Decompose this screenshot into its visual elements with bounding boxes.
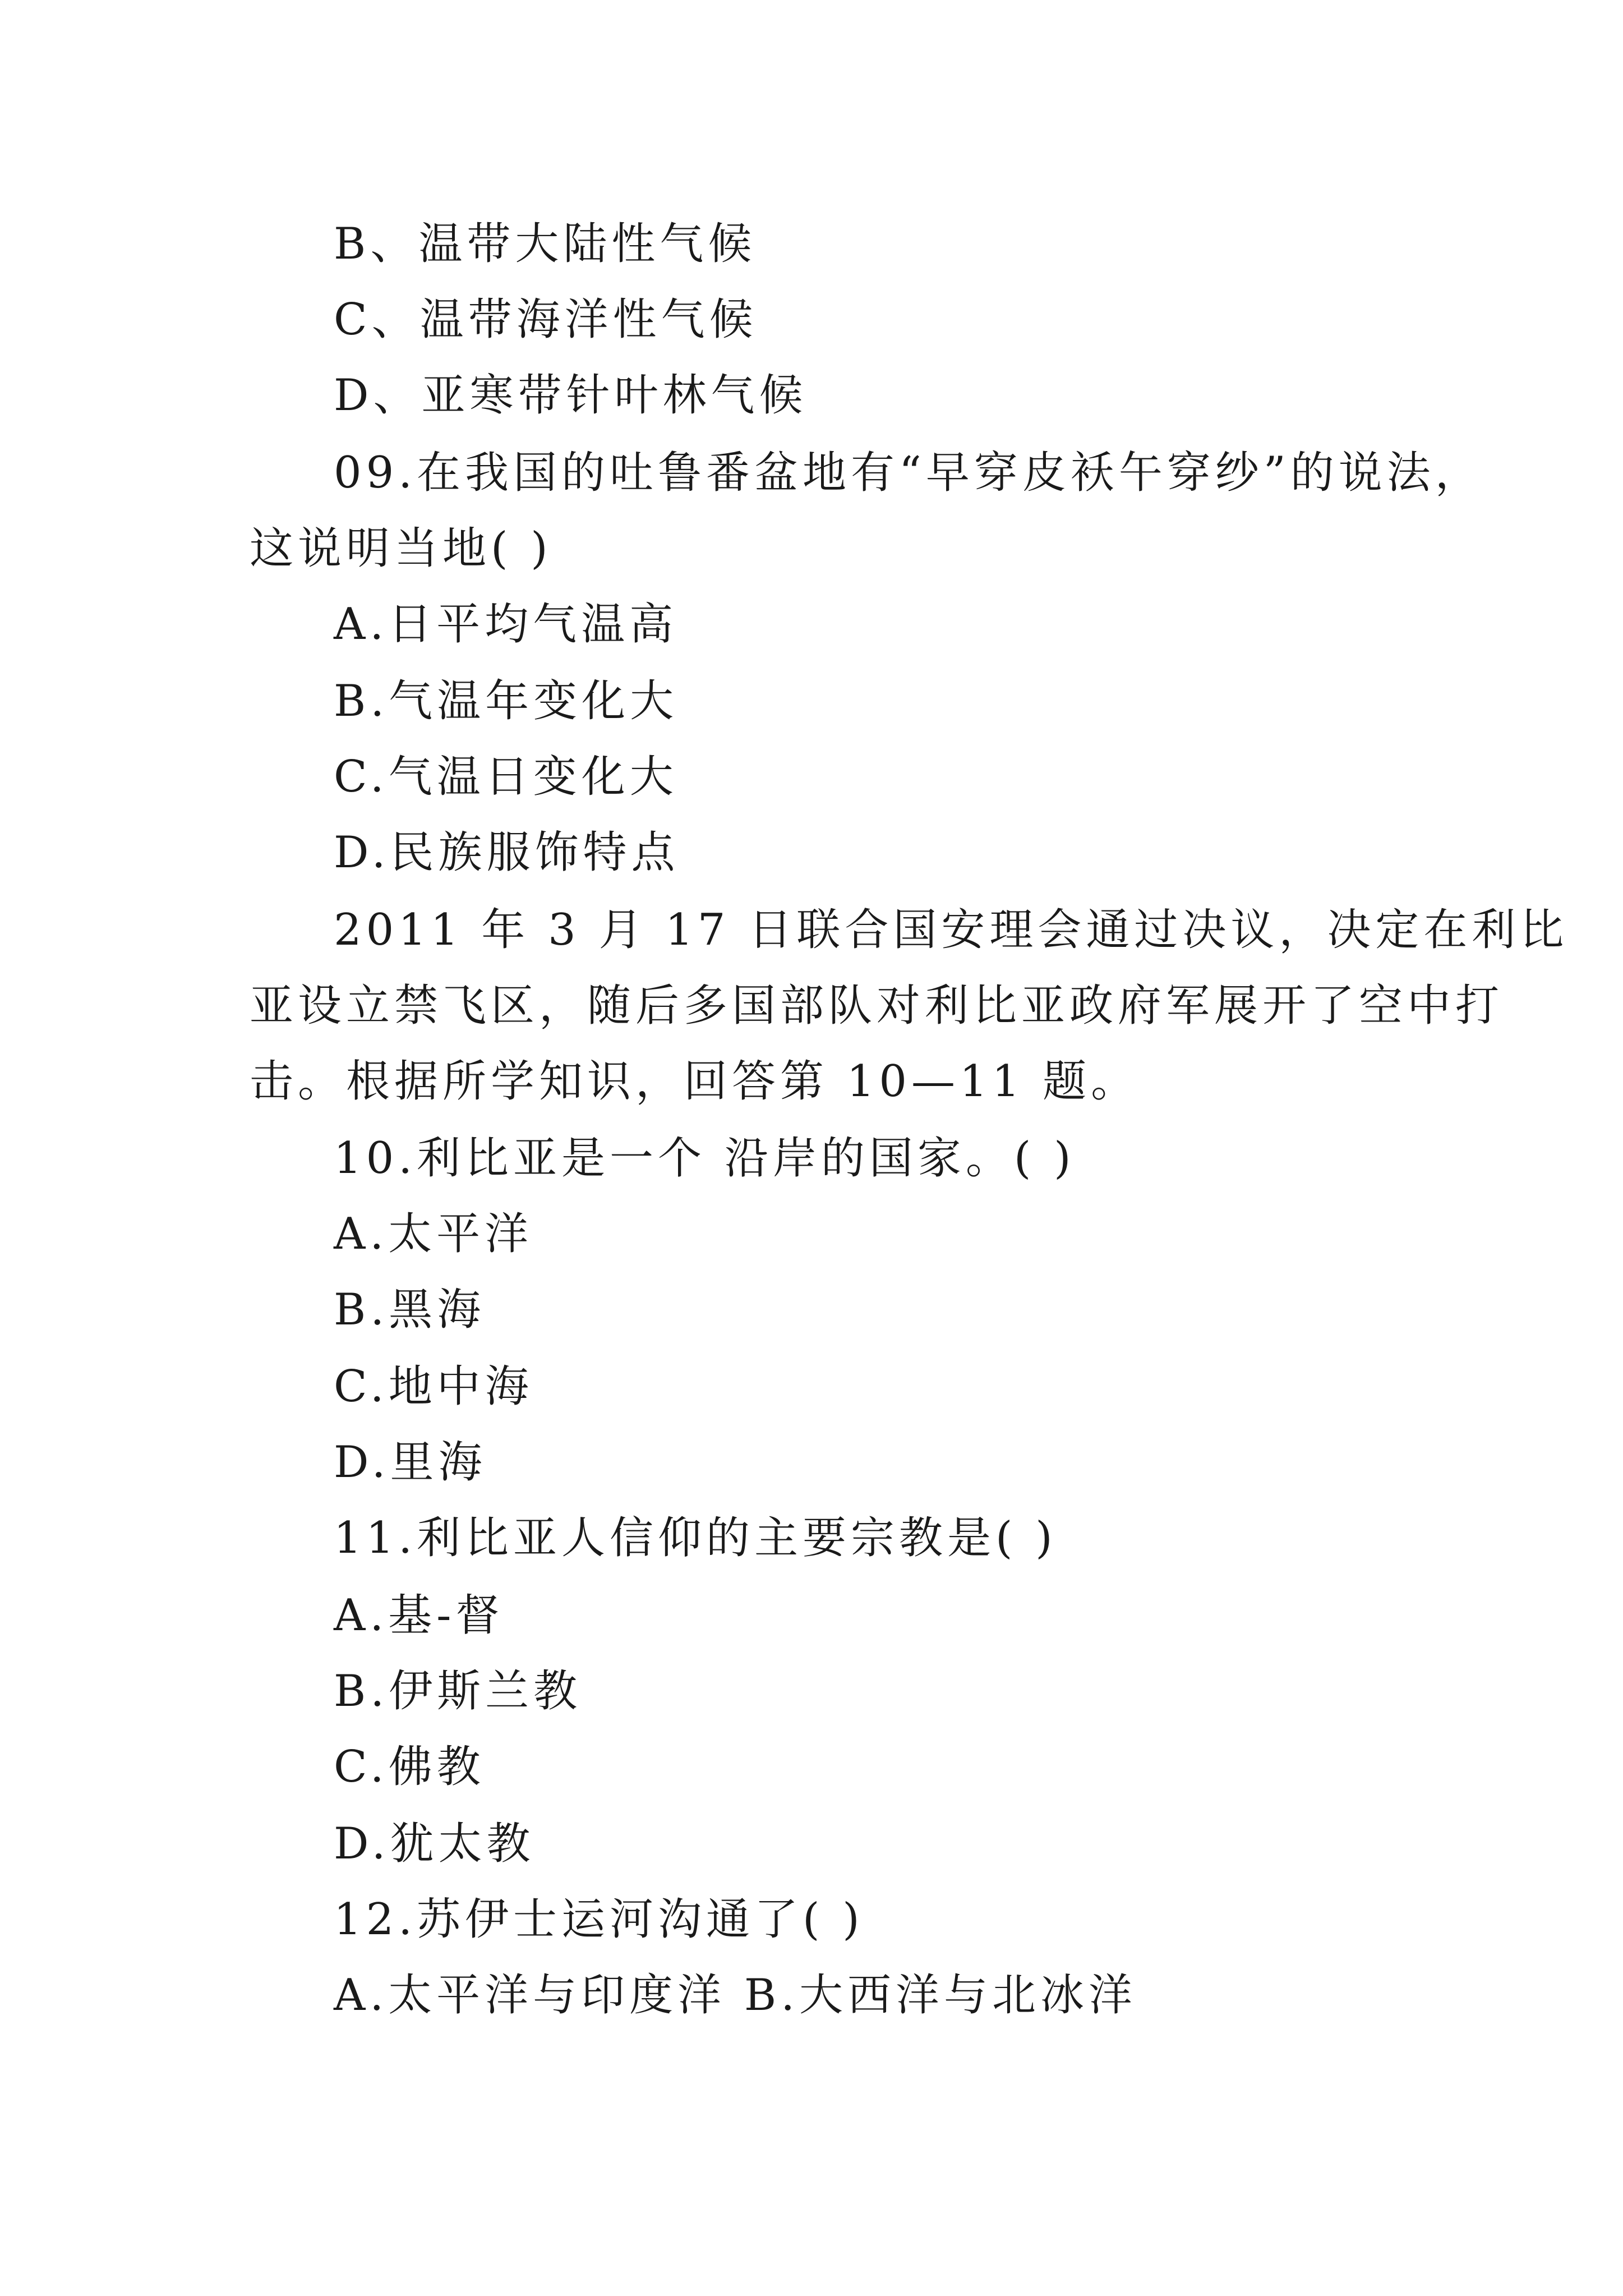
passage-line1: 2011 年 3 月 17 日联合国安理会通过决议，决定在利比 (334, 905, 1569, 955)
q12-stem: 12.苏伊士运河沟通了( ) (334, 1894, 864, 1945)
q09-option-d: D.民族服饰特点 (334, 827, 680, 878)
q10-stem: 10.利比亚是一个 沿岸的国家。( ) (334, 1133, 1076, 1184)
q11-option-a: A.基-督 (334, 1590, 504, 1641)
q08-option-c: C、温带海洋性气候 (334, 295, 758, 345)
q08-option-b: B、温带大陆性气候 (334, 219, 757, 269)
q10-option-b: B.黑海 (334, 1285, 486, 1335)
passage-line2: 亚设立禁飞区，随后多国部队对利比亚政府军展开了空中打 (250, 981, 1504, 1031)
q11-option-d: D.犹太教 (334, 1819, 535, 1869)
q10-option-c: C.地中海 (334, 1361, 533, 1412)
q10-option-a: A.太平洋 (334, 1209, 533, 1259)
q10-option-d: D.里海 (334, 1437, 487, 1488)
q09-option-c: C.气温日变化大 (334, 752, 678, 802)
q11-option-b: B.伊斯兰教 (334, 1666, 582, 1717)
q08-option-d: D、亚寒带针叶林气候 (334, 370, 808, 421)
q12-options-ab: A.太平洋与印度洋 B.大西洋与北冰洋 (334, 1970, 1137, 2021)
q09-option-a: A.日平均气温高 (334, 599, 678, 650)
passage-line3: 击。根据所学知识，回答第 10—11 题。 (250, 1056, 1140, 1107)
q11-option-c: C.佛教 (334, 1742, 485, 1792)
q09-option-b: B.气温年变化大 (334, 676, 679, 726)
q09-stem-line1: 09.在我国的吐鲁番盆地有“早穿皮袄午穿纱”的说法， (334, 448, 1483, 498)
q09-stem-line2: 这说明当地( ) (250, 523, 552, 574)
q11-stem: 11.利比亚人信仰的主要宗教是( ) (334, 1513, 1057, 1563)
